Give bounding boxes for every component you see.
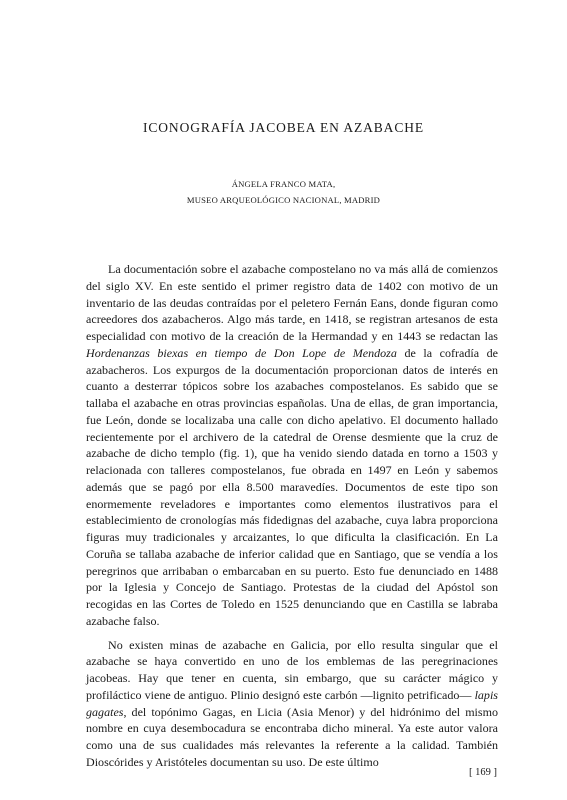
paragraph-text: de la cofradía de azabacheros. Los expurgos de la documentación proporcionan datos de interés en cuanto a desterrar tópicos sobre los azabaches compostelanos. Es sabido que se tallaba el azabache en otras provincias españolas. Una de ellas, de gran importancia, fue León, donde se localizaba una calle con dicho apelativo. El documento hallado recientemente por el archivero de la catedral de Orense desmiente que la cruz de azabache de dicho templo (fig. 1), que ha venido siendo datada en torno a 1503 y relacionada con talleres compostelanos, fue obrada en 1497 en León y sabemos además que se pagó por ella 8.500 maravedíes. Documentos de este tipo son enormemente reveladores e importantes como elementos ilustrativos para el establecimiento de cronologías más fidedignas del azabache, cuya labra proporciona figuras muy tradicionales y arcaizantes, lo que dificulta la clasificación. En La Coruña se tallaba azabache de inferior calidad que en Santiago, que se vendía a los peregrinos que arribaban o embarcaban en su puerto. Esto fue denunciado en 1488 por la Iglesia y Concejo de Santiago. Protestas de la ciudad del Apóstol son recogidas en las Cortes de Toledo en 1525 denunciando que en Castilla se labraba azabache falso. xyxy=(86,345,498,628)
paragraph-text: No existen minas de azabache en Galicia, por ello resulta singular que el azabache se haya convertido en uno de los emblemas de las peregrinaciones jacobeas. Hay que tener en cuenta, sin embargo, que su carácter mágico y profiláctico viene de antiguo. Plinio designó este carbón —lignito petrificado— xyxy=(86,637,498,702)
paragraph xyxy=(86,637,498,771)
page-number: [ 169 ] xyxy=(469,767,497,778)
paragraph xyxy=(86,261,498,630)
author-name: ÁNGELA FRANCO MATA, xyxy=(231,179,336,189)
author-affiliation: MUSEO ARQUEOLÓGICO NACIONAL, MADRID xyxy=(186,194,381,205)
author-block xyxy=(0,177,567,208)
paragraph-text: La documentación sobre el azabache compostelano no va más allá de comienzos del siglo XV. En este sentido el primer registro data de 1402 con motivo de un inventario de las deudas contraídas por el peletero Fernán Eans, donde figuran como acreedores dos azabacheros. Algo más tarde, en 1418, se registran artesanos de esta especialidad con motivo de la creación de la Hermandad y en 1443 se redactan las xyxy=(86,262,498,343)
italic-title: Hordenanzas biexas en tiempo de Don Lope de Mendoza xyxy=(86,345,397,360)
italic-term: lapis gagates xyxy=(86,687,498,719)
article-body xyxy=(86,261,498,771)
article-title: ICONOGRAFÍA JACOBEA EN AZABACHE xyxy=(142,120,425,135)
paragraph-text: , del topónimo Gagas, en Licia (Asia Menor) y del hidrónimo del mismo nombre en cuya desembocadura se encontraba dicho mineral. Ya este autor valora como una de sus cualidades más relevantes la referente a la calidad. También Dioscórides y Aristóteles documentan su uso. De este último xyxy=(86,704,498,769)
